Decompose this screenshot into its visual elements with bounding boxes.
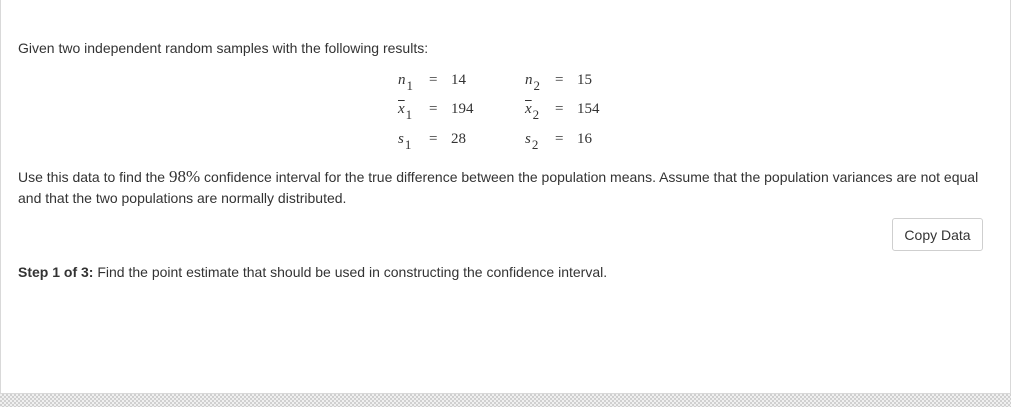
eq-x1: = xyxy=(429,101,438,117)
value-x2: 154 xyxy=(577,101,600,117)
step-text: Find the point estimate that should be used in constructing the confidence interval. xyxy=(93,264,608,280)
intro-text: Given two independent random samples with the following results: xyxy=(18,40,429,56)
eq-n1: = xyxy=(429,72,438,88)
step-label: Step 1 of 3: xyxy=(18,264,94,280)
value-s2: 16 xyxy=(577,131,592,147)
value-n1: 14 xyxy=(451,72,466,88)
var-x1: $\overline{x}_1$ xyxy=(398,101,413,122)
step-instruction xyxy=(18,264,607,280)
eq-s1: = xyxy=(429,131,438,147)
var-s2: $s_2$ xyxy=(525,131,539,152)
instructions-paragraph xyxy=(18,166,993,209)
var-x2: $\overline{x}_2$ xyxy=(525,101,540,122)
instructions-text-start: Use this data to find the xyxy=(18,169,169,185)
value-n2: 15 xyxy=(577,72,592,88)
value-x1: 194 xyxy=(451,101,474,117)
resize-strip xyxy=(0,394,1011,407)
instructions-text-end: confidence interval for the true difference between the population means. Assume that the population variances are not equal and that the two populations are normally distributed. xyxy=(18,169,979,206)
confidence-level: 98% xyxy=(168,167,201,186)
var-n2: $n_2$ xyxy=(525,72,540,93)
eq-n2: = xyxy=(555,72,564,88)
copy-data-button[interactable]: Copy Data xyxy=(892,218,983,251)
eq-s2: = xyxy=(555,131,564,147)
eq-x2: = xyxy=(555,101,564,117)
value-s1: 28 xyxy=(451,131,466,147)
var-n1: $n_1$ xyxy=(398,72,413,93)
var-s1: $s_1$ xyxy=(398,131,412,152)
